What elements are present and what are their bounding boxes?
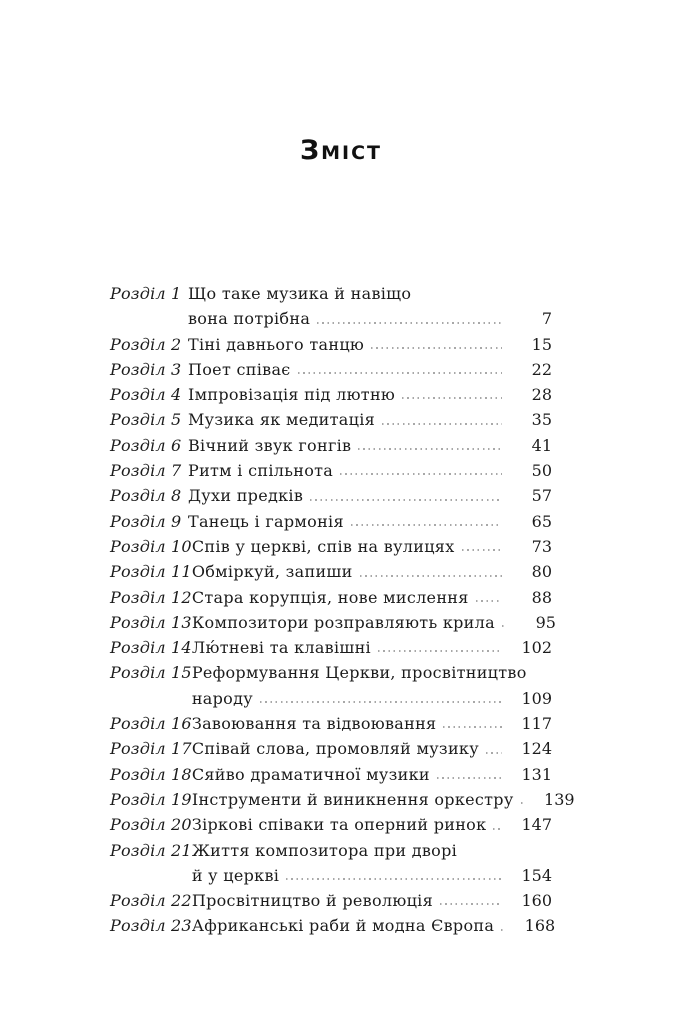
- chapter-label: Розділ 4: [110, 385, 182, 405]
- chapter-title: Духи предків: [188, 486, 304, 506]
- toc-entry-line: [192, 686, 552, 711]
- toc-entry: [110, 838, 552, 889]
- toc-entry: [110, 332, 552, 357]
- page-number: 7: [541, 309, 552, 329]
- chapter-content: [188, 281, 552, 332]
- toc-entry-line: [188, 306, 552, 331]
- page-number: 80: [531, 562, 552, 582]
- dotted-leader: [476, 600, 502, 602]
- dotted-leader: [371, 347, 502, 349]
- dotted-leader: [340, 473, 502, 475]
- page-number: 88: [531, 587, 552, 607]
- chapter-content: [192, 888, 552, 913]
- chapter-content: [192, 711, 552, 736]
- dotted-leader: [260, 701, 502, 703]
- chapter-content: [188, 332, 552, 357]
- toc-entry-line: [192, 736, 552, 761]
- chapter-label: Розділ 16: [110, 714, 192, 734]
- page-number: 22: [531, 359, 552, 379]
- chapter-content: [192, 762, 552, 787]
- toc-entry-line: [192, 838, 552, 863]
- toc-entry-line: [192, 762, 552, 787]
- toc-entry-line: [191, 610, 556, 635]
- page-number: 15: [531, 334, 552, 354]
- toc-entry-line: [188, 483, 552, 508]
- dotted-leader: [358, 448, 502, 450]
- toc-entry-line: [192, 635, 552, 660]
- chapter-title: народу: [191, 688, 253, 708]
- toc-entry: [110, 483, 552, 508]
- chapter-content: [188, 458, 552, 483]
- toc-entry: [110, 382, 552, 407]
- chapter-label: Розділ 11: [110, 562, 192, 582]
- chapter-title: Спів у церкві, спів на вулицях: [191, 536, 455, 556]
- toc-entry: [110, 888, 552, 913]
- toc-entry: [110, 357, 552, 382]
- toc-entry: [110, 610, 556, 635]
- toc-entry: [110, 407, 552, 432]
- chapter-label: Розділ 3: [110, 359, 182, 379]
- chapter-title: Сяйво драматичної музики: [191, 764, 430, 784]
- chapter-content: [192, 736, 552, 761]
- dotted-leader: [486, 752, 502, 754]
- toc-entry: [110, 635, 552, 660]
- chapter-title: Реформування Церкви, просвітництво: [191, 663, 527, 683]
- chapter-content: [188, 407, 552, 432]
- toc-entry-line: [188, 433, 552, 458]
- chapter-content: [192, 534, 552, 559]
- toc-entry-line: [192, 888, 552, 913]
- chapter-content: [192, 559, 552, 584]
- page-number: 124: [521, 739, 552, 759]
- dotted-leader: [298, 372, 502, 374]
- toc-entry: [110, 509, 552, 534]
- chapter-title: Що таке музика й навіщо: [188, 284, 412, 303]
- toc-entry-line: [188, 357, 552, 382]
- chapter-content: [191, 787, 575, 812]
- chapter-title: Просвітництво й революція: [191, 891, 433, 911]
- chapter-label: Розділ 14: [110, 638, 192, 658]
- chapter-label: Розділ 17: [110, 739, 192, 759]
- chapter-title: Обміркуй, запиши: [191, 562, 353, 582]
- chapter-label: Розділ 22: [110, 891, 192, 911]
- toc-entry-line: [188, 509, 552, 534]
- chapter-title: Стара корупція, нове мислення: [191, 587, 469, 607]
- chapter-content: [188, 433, 552, 458]
- page-number: 41: [531, 435, 552, 455]
- toc-entry-line: [192, 863, 552, 888]
- toc-entry: [110, 736, 552, 761]
- chapter-label: Розділ 6: [110, 435, 182, 455]
- chapter-label: Розділ 21: [110, 840, 192, 860]
- chapter-title: Ритм і спільнота: [188, 461, 334, 481]
- dotted-leader: [462, 549, 502, 551]
- dotted-leader: [443, 726, 502, 728]
- dotted-leader: [351, 524, 502, 526]
- chapter-title: Музика як медитація: [188, 410, 376, 430]
- dotted-leader: [317, 322, 502, 324]
- chapter-title: Лю́тневі та клавішні: [191, 638, 371, 658]
- chapter-label: Розділ 10: [110, 536, 192, 556]
- toc-entry-line: [188, 458, 552, 483]
- dotted-leader: [360, 575, 502, 577]
- dotted-leader: [286, 878, 502, 880]
- page-number: 73: [531, 536, 552, 556]
- toc-entry: [110, 660, 552, 711]
- toc-entry-line: [192, 660, 552, 685]
- chapter-content: [191, 913, 556, 938]
- toc-entry: [110, 762, 552, 787]
- dotted-leader: [440, 903, 502, 905]
- toc-entry-line: [192, 534, 552, 559]
- chapter-content: [191, 610, 556, 635]
- page-number: 168: [524, 916, 556, 936]
- toc-entry-line: [191, 787, 575, 812]
- page-number: 102: [521, 638, 552, 658]
- chapter-title: Імпровізація під лютню: [188, 385, 396, 405]
- chapter-title: Тіні давнього танцю: [188, 334, 365, 354]
- dotted-leader: [310, 499, 502, 501]
- chapter-label: Розділ 7: [110, 461, 182, 481]
- chapter-content: [192, 660, 552, 711]
- chapter-label: Розділ 5: [110, 410, 182, 430]
- toc-entry-line: [192, 585, 552, 610]
- dotted-leader: [378, 650, 502, 652]
- toc-entry: [110, 711, 552, 736]
- dotted-leader: [501, 929, 505, 931]
- toc-entry: [110, 787, 575, 812]
- dotted-leader: [437, 777, 502, 779]
- toc-entry: [110, 534, 552, 559]
- chapter-label: Розділ 15: [110, 663, 192, 683]
- page-number: 139: [544, 789, 575, 809]
- chapter-label: Розділ 1: [110, 284, 182, 303]
- chapter-title: Композитори розправляють крила: [191, 612, 495, 632]
- toc-entry-line: [188, 281, 552, 306]
- toc-entry: [110, 585, 552, 610]
- page-number: 28: [531, 385, 552, 405]
- chapter-content: [188, 382, 552, 407]
- toc-entry-line: [188, 332, 552, 357]
- dotted-leader: [382, 423, 502, 425]
- dotted-leader: [502, 625, 506, 627]
- chapter-content: [192, 812, 552, 837]
- toc-entry: [110, 559, 552, 584]
- chapter-label: Розділ 20: [110, 815, 192, 835]
- chapter-content: [192, 585, 552, 610]
- toc-entry-line: [188, 382, 552, 407]
- page-number: 57: [531, 486, 552, 506]
- toc-entry: [110, 812, 552, 837]
- toc-list: [110, 281, 575, 939]
- chapter-content: [188, 509, 552, 534]
- chapter-title: Африканські раби й модна Європа: [191, 916, 495, 936]
- page-number: 147: [521, 815, 552, 835]
- chapter-title: вона потрібна: [188, 309, 311, 329]
- chapter-title: й у церкві: [191, 865, 280, 885]
- chapter-content: [188, 357, 552, 382]
- toc-entry-line: [188, 407, 552, 432]
- page-number: 154: [521, 865, 552, 885]
- toc-entry: [110, 458, 552, 483]
- chapter-label: Розділ 12: [110, 587, 192, 607]
- page-number: 95: [535, 612, 556, 632]
- chapter-label: Розділ 9: [110, 511, 182, 531]
- toc-entry-line: [192, 559, 552, 584]
- chapter-title: Співай слова, промовляй музику: [191, 739, 479, 759]
- chapter-content: [192, 635, 552, 660]
- chapter-content: [192, 838, 552, 889]
- chapter-label: Розділ 13: [110, 612, 192, 632]
- chapter-title: Інструменти й виникнення оркестру: [191, 789, 514, 809]
- chapter-title: Поет співає: [188, 359, 291, 379]
- chapter-label: Розділ 2: [110, 334, 182, 354]
- chapter-label: Розділ 18: [110, 764, 192, 784]
- page-number: 50: [531, 461, 552, 481]
- chapter-title: Життя композитора при дворі: [191, 840, 458, 860]
- chapter-title: Танець і гармонія: [188, 511, 344, 531]
- chapter-label: Розділ 23: [110, 916, 192, 936]
- dotted-leader: [493, 828, 502, 830]
- dotted-leader: [402, 397, 502, 399]
- toc-entry: [110, 433, 552, 458]
- page-title: Зміст: [299, 135, 383, 166]
- chapter-title: Завоювання та відвоювання: [191, 714, 437, 734]
- dotted-leader: [521, 802, 525, 804]
- toc-entry-line: [191, 913, 556, 938]
- page-number: 109: [521, 688, 552, 708]
- page-number: 65: [531, 511, 552, 531]
- chapter-title: Вічний звук гонгів: [188, 435, 352, 455]
- chapter-label: Розділ 19: [110, 789, 192, 809]
- page-number: 160: [521, 891, 552, 911]
- chapter-label: Розділ 8: [110, 486, 182, 506]
- toc-entry-line: [192, 812, 552, 837]
- page-number: 117: [521, 714, 552, 734]
- toc-entry: [110, 281, 552, 332]
- toc-entry: [110, 913, 556, 938]
- page-number: 35: [531, 410, 552, 430]
- toc-entry-line: [192, 711, 552, 736]
- chapter-content: [188, 483, 552, 508]
- chapter-title: Зіркові співаки та оперний ринок: [191, 815, 487, 835]
- page-number: 131: [521, 764, 552, 784]
